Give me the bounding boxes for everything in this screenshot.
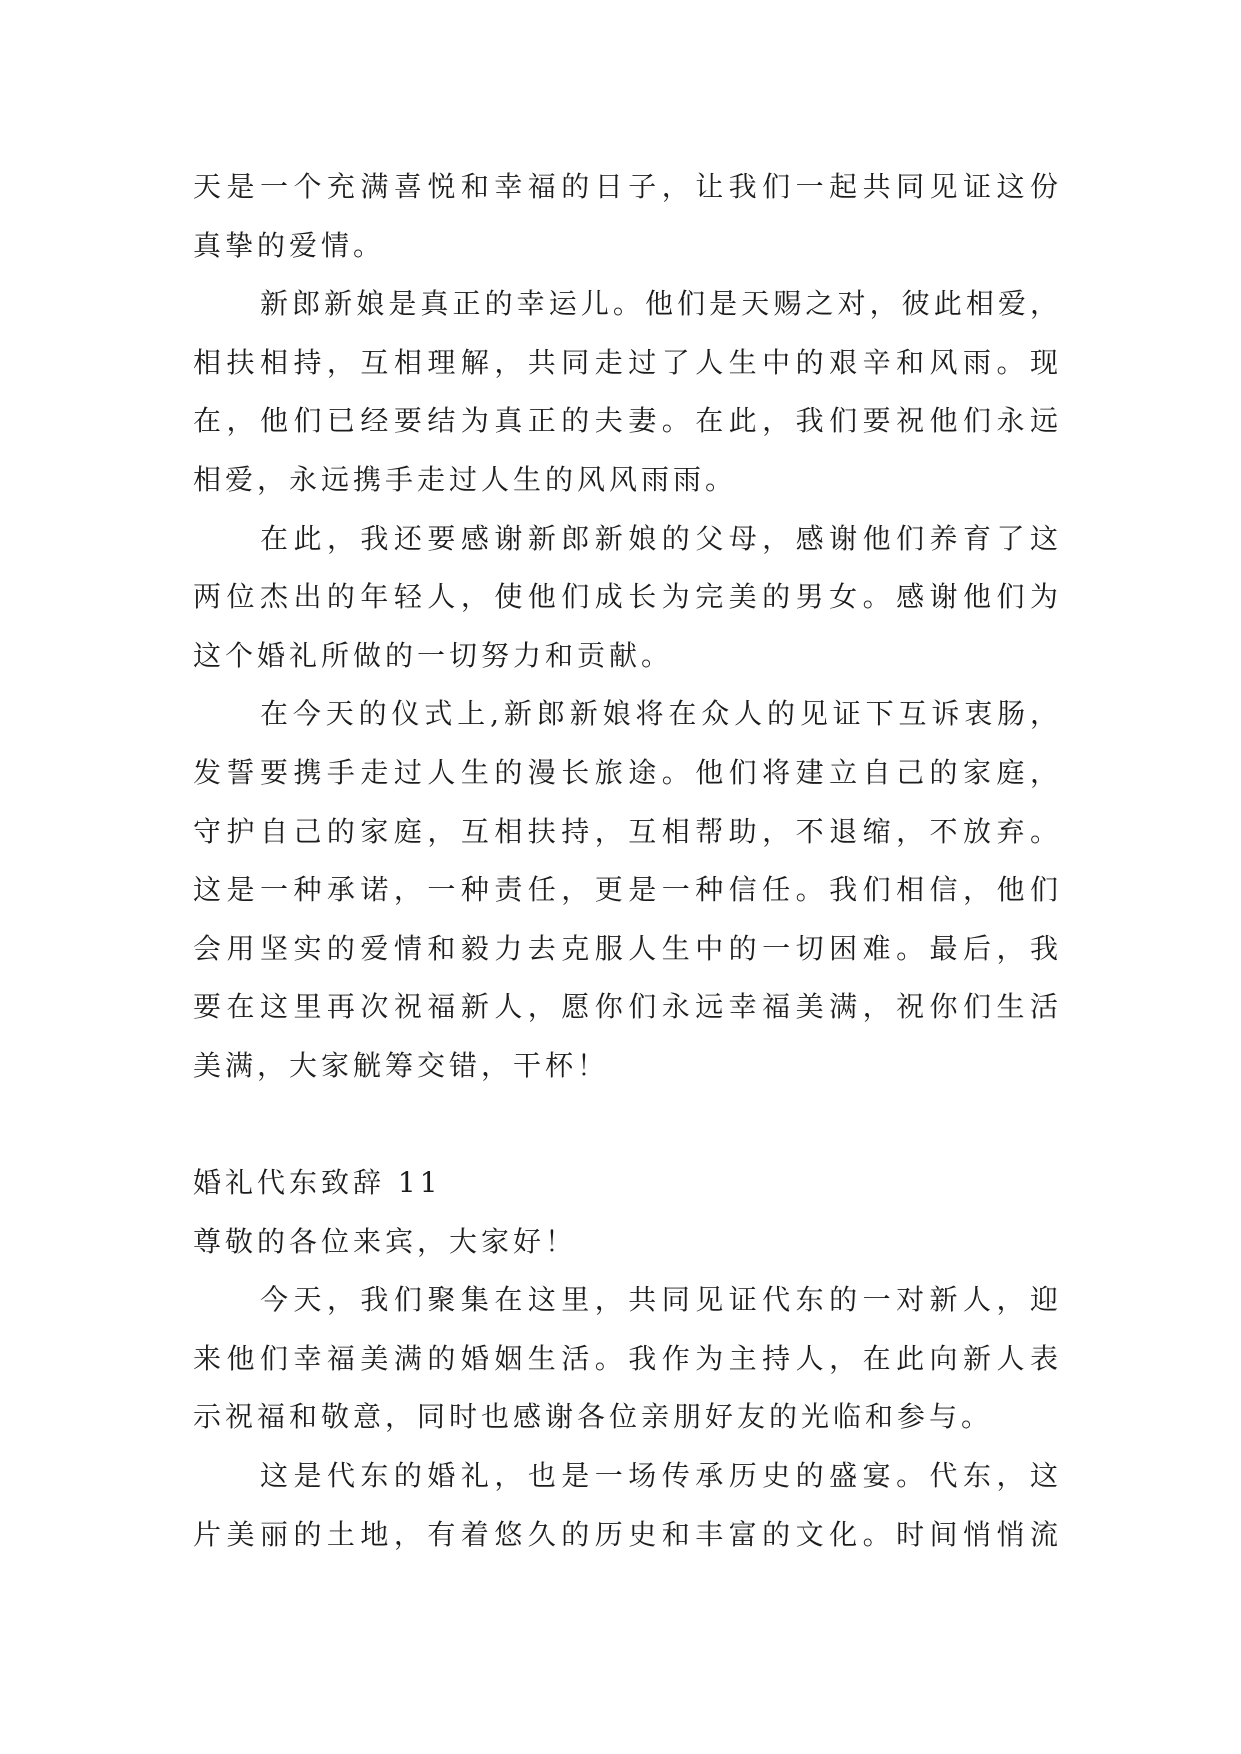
paragraph-line: 今天，我们聚集在这里，共同见证代东的一对新人，迎 — [260, 1283, 1058, 1317]
paragraph-line: 守护自己的家庭，互相扶持，互相帮助，不退缩，不放弃。 — [193, 814, 1058, 848]
paragraph-line: 天是一个充满喜悦和幸福的日子，让我们一起共同见证这份 — [193, 170, 1058, 203]
paragraph-line: 会用坚实的爱情和毅力去克服人生中的一切困难。最后，我 — [193, 931, 1058, 965]
paragraph — [193, 275, 1058, 509]
paragraph-line: 片美丽的土地，有着悠久的历史和丰富的文化。时间悄悄流 — [193, 1517, 1058, 1551]
paragraph — [193, 1447, 1058, 1564]
paragraph-line: 要在这里再次祝福新人，愿你们永远幸福美满，祝你们生活 — [193, 990, 1058, 1024]
paragraph-spacer — [193, 1096, 1058, 1155]
paragraph-line: 相爱，永远携手走过人生的风风雨雨。 — [193, 462, 738, 496]
paragraph-line: 这是一种承诺，一种责任，更是一种信任。我们相信，他们 — [193, 873, 1058, 907]
paragraph-line: 这个婚礼所做的一切努力和贡献。 — [193, 638, 674, 672]
paragraph-line: 这是代东的婚礼，也是一场传承历史的盛宴。代东，这 — [260, 1459, 1058, 1493]
paragraph-line: 在，他们已经要结为真正的夫妻。在此，我们要祝他们永远 — [193, 404, 1058, 438]
paragraph-line: 在此，我还要感谢新郎新娘的父母，感谢他们养育了这 — [260, 521, 1058, 555]
paragraph — [193, 1271, 1058, 1447]
paragraph — [193, 685, 1058, 1095]
section-heading: 婚礼代东致辞 11 — [193, 1166, 442, 1200]
paragraph-line: 来他们幸福美满的婚姻生活。我作为主持人，在此向新人表 — [193, 1341, 1058, 1375]
paragraph-line: 真挚的爱情。 — [193, 228, 386, 262]
paragraph — [193, 510, 1058, 686]
paragraph-line: 发誓要携手走过人生的漫长旅途。他们将建立自己的家庭， — [193, 755, 1058, 789]
paragraph-line: 两位杰出的年轻人，使他们成长为完美的男女。感谢他们为 — [193, 580, 1058, 614]
document-body — [193, 158, 1058, 1564]
salutation: 尊敬的各位来宾，大家好！ — [193, 1224, 578, 1258]
paragraph-line: 示祝福和敬意，同时也感谢各位亲朋好友的光临和参与。 — [193, 1400, 994, 1434]
paragraph-line: 在今天的仪式上,新郎新娘将在众人的见证下互诉衷肠， — [260, 697, 1058, 731]
paragraph — [193, 158, 1058, 275]
paragraph-line: 新郎新娘是真正的幸运儿。他们是天赐之对，彼此相爱， — [260, 287, 1058, 321]
paragraph-line: 相扶相持，互相理解，共同走过了人生中的艰辛和风雨。现 — [193, 345, 1058, 379]
paragraph-line: 美满，大家觥筹交错，干杯！ — [193, 1048, 610, 1082]
